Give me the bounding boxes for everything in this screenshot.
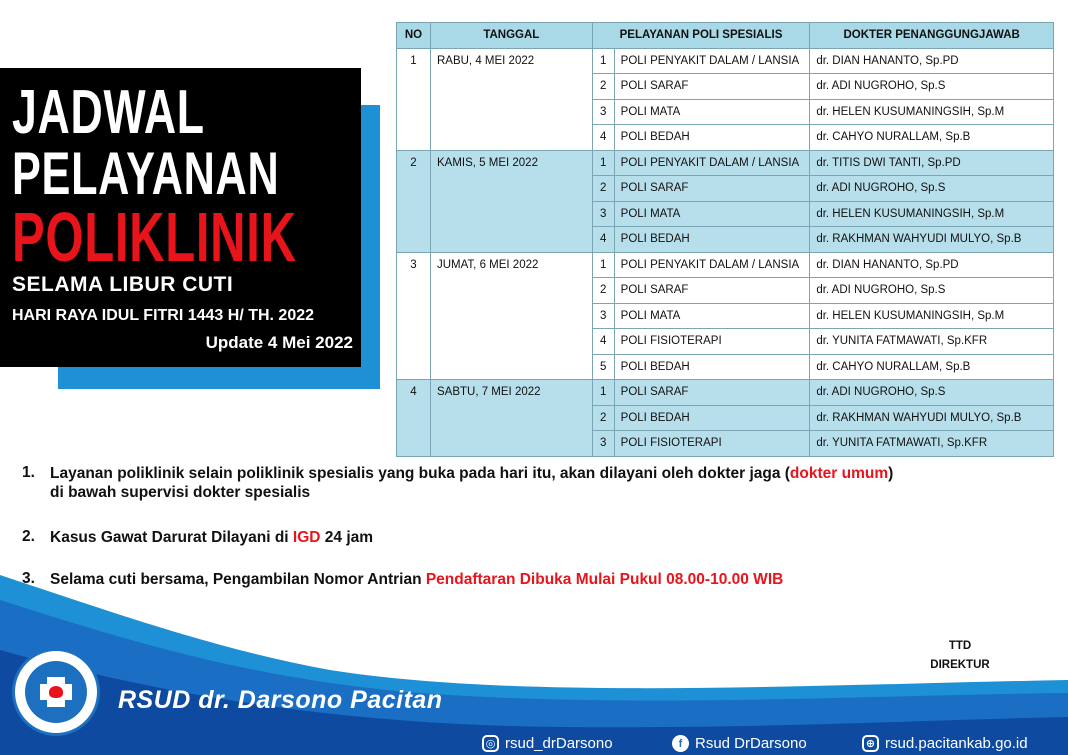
website-url: rsud.pacitankab.go.id	[885, 735, 1028, 752]
cell-dokter: dr. RAKHMAN WAHYUDI MULYO, Sp.B	[810, 405, 1054, 431]
title-poliklinik: POLIKLINIK	[12, 198, 297, 276]
cell-date: SABTU, 7 MEI 2022	[430, 380, 592, 457]
signature-ttd: TTD	[948, 640, 972, 652]
globe-icon: ⊕	[862, 735, 879, 752]
table-header-row	[397, 23, 1054, 49]
cell-poli: POLI PENYAKIT DALAM / LANSIA	[614, 48, 810, 74]
cell-sub-no: 4	[592, 125, 614, 151]
hospital-logo	[12, 648, 100, 736]
cell-sub-no: 2	[592, 405, 614, 431]
cell-dokter: dr. HELEN KUSUMANINGSIH, Sp.M	[810, 303, 1054, 329]
cell-no: 1	[397, 48, 431, 150]
cell-dokter: dr. CAHYO NURALLAM, Sp.B	[810, 125, 1054, 151]
cell-dokter: dr. ADI NUGROHO, Sp.S	[810, 380, 1054, 406]
note-text: Layanan poliklinik selain poliklinik spesialis yang buka pada hari itu, akan dilayani oleh dokter jaga (dokter umum) di bawah supervisi dokter spesialis	[50, 465, 894, 501]
note-text: Kasus Gawat Darurat Dilayani di IGD 24 jam	[50, 529, 374, 546]
cell-dokter: dr. TITIS DWI TANTI, Sp.PD	[810, 150, 1054, 176]
cell-dokter: dr. DIAN HANANTO, Sp.PD	[810, 252, 1054, 278]
cell-poli: POLI BEDAH	[614, 227, 810, 253]
cell-dokter: dr. YUNITA FATMAWATI, Sp.KFR	[810, 329, 1054, 355]
cell-no: 3	[397, 252, 431, 380]
cell-sub-no: 3	[592, 431, 614, 457]
cell-no: 2	[397, 150, 431, 252]
cell-sub-no: 2	[592, 176, 614, 202]
note-text: Selama cuti bersama, Pengambilan Nomor Antrian Pendaftaran Dibuka Mulai Pukul 08.00-10.00 WIB	[50, 571, 784, 588]
cell-sub-no: 4	[592, 329, 614, 355]
cell-sub-no: 5	[592, 354, 614, 380]
cell-poli: POLI SARAF	[614, 176, 810, 202]
cell-date: JUMAT, 6 MEI 2022	[430, 252, 592, 380]
cell-dokter: dr. DIAN HANANTO, Sp.PD	[810, 48, 1054, 74]
instagram-icon: ◎	[482, 735, 499, 752]
cell-date: RABU, 4 MEI 2022	[430, 48, 592, 150]
note-number: 3.	[22, 570, 35, 587]
hospital-name: RSUD dr. Darsono Pacitan	[118, 686, 443, 714]
cell-dokter: dr. HELEN KUSUMANINGSIH, Sp.M	[810, 201, 1054, 227]
footer-wave	[0, 575, 1068, 755]
table-row	[397, 48, 1054, 74]
heart-icon	[49, 686, 63, 698]
cell-poli: POLI FISIOTERAPI	[614, 329, 810, 355]
schedule-table	[396, 22, 1054, 457]
table-row	[397, 150, 1054, 176]
header-poli: PELAYANAN POLI SPESIALIS	[592, 23, 810, 49]
header-tanggal: TANGGAL	[430, 23, 592, 49]
title-card	[0, 68, 361, 367]
subtitle-idul-fitri: HARI RAYA IDUL FITRI 1443 H/ TH. 2022	[12, 307, 315, 324]
subtitle-libur-cuti: SELAMA LIBUR CUTI	[12, 273, 234, 296]
note-item-1	[22, 464, 1040, 502]
website-link[interactable]	[862, 735, 1028, 752]
table-row	[397, 252, 1054, 278]
cell-date: KAMIS, 5 MEI 2022	[430, 150, 592, 252]
cell-sub-no: 3	[592, 201, 614, 227]
cell-dokter: dr. RAKHMAN WAHYUDI MULYO, Sp.B	[810, 227, 1054, 253]
schedule-body	[397, 48, 1054, 456]
cell-poli: POLI PENYAKIT DALAM / LANSIA	[614, 252, 810, 278]
cell-poli: POLI SARAF	[614, 380, 810, 406]
cell-sub-no: 1	[592, 48, 614, 74]
cell-poli: POLI BEDAH	[614, 125, 810, 151]
cell-sub-no: 4	[592, 227, 614, 253]
note-number: 2.	[22, 528, 35, 545]
note-item-2	[22, 528, 1040, 547]
facebook-icon: f	[672, 735, 689, 752]
cell-sub-no: 2	[592, 74, 614, 100]
logo-emblem	[25, 661, 87, 723]
header-no: NO	[397, 23, 431, 49]
cell-poli: POLI MATA	[614, 201, 810, 227]
cell-poli: POLI MATA	[614, 99, 810, 125]
cell-poli: POLI BEDAH	[614, 354, 810, 380]
cell-dokter: dr. YUNITA FATMAWATI, Sp.KFR	[810, 431, 1054, 457]
facebook-handle: Rsud DrDarsono	[695, 735, 807, 752]
cell-poli: POLI BEDAH	[614, 405, 810, 431]
cell-poli: POLI SARAF	[614, 74, 810, 100]
table-row	[397, 380, 1054, 406]
cell-dokter: dr. ADI NUGROHO, Sp.S	[810, 278, 1054, 304]
title-jadwal: JADWAL	[12, 78, 205, 147]
cell-poli: POLI MATA	[614, 303, 810, 329]
title-pelayanan: PELAYANAN	[12, 140, 280, 207]
cell-dokter: dr. HELEN KUSUMANINGSIH, Sp.M	[810, 99, 1054, 125]
header-dokter: DOKTER PENANGGUNGJAWAB	[810, 23, 1054, 49]
cell-sub-no: 3	[592, 99, 614, 125]
cell-sub-no: 3	[592, 303, 614, 329]
cell-poli: POLI FISIOTERAPI	[614, 431, 810, 457]
cell-no: 4	[397, 380, 431, 457]
cell-dokter: dr. ADI NUGROHO, Sp.S	[810, 176, 1054, 202]
update-date: Update 4 Mei 2022	[205, 333, 353, 352]
cell-sub-no: 1	[592, 150, 614, 176]
note-number: 1.	[22, 464, 35, 481]
cell-poli: POLI SARAF	[614, 278, 810, 304]
signature-direktur: DIREKTUR	[930, 659, 990, 671]
cell-dokter: dr. ADI NUGROHO, Sp.S	[810, 74, 1054, 100]
instagram-link[interactable]	[482, 735, 613, 752]
cell-sub-no: 2	[592, 278, 614, 304]
cell-dokter: dr. CAHYO NURALLAM, Sp.B	[810, 354, 1054, 380]
cell-poli: POLI PENYAKIT DALAM / LANSIA	[614, 150, 810, 176]
cell-sub-no: 1	[592, 380, 614, 406]
facebook-link[interactable]	[672, 735, 807, 752]
cell-sub-no: 1	[592, 252, 614, 278]
instagram-handle: rsud_drDarsono	[505, 735, 613, 752]
